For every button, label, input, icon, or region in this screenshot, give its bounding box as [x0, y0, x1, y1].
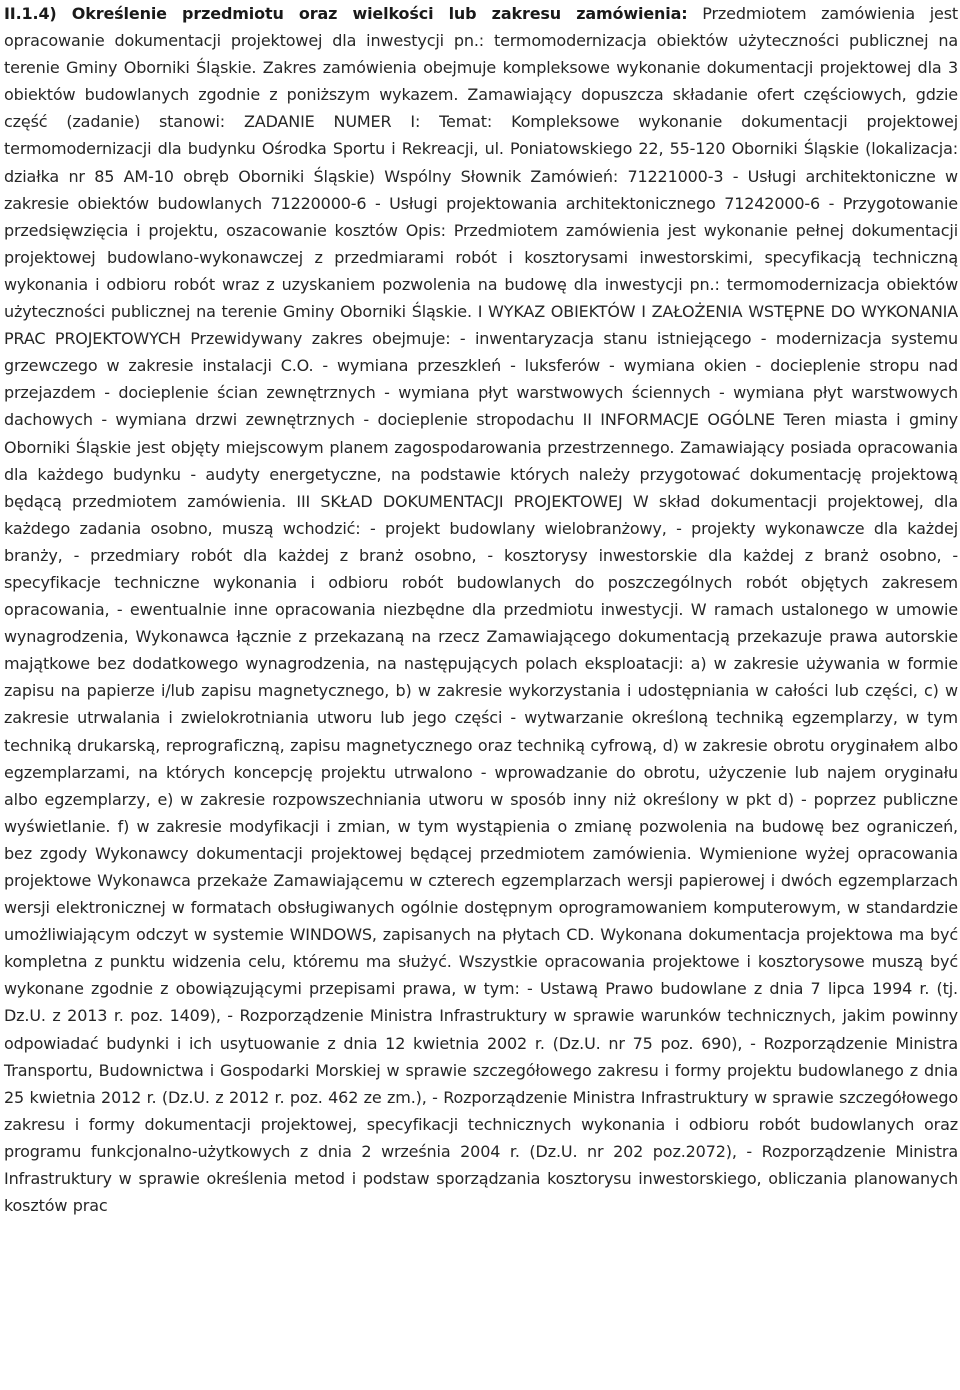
section-paragraph	[4, 0, 958, 1219]
section-body: Przedmiotem zamówienia jest opracowanie dokumentacji projektowej dla inwestycji pn.: termomodernizacja obiektów użyteczności publicznej na terenie Gminy Oborniki Śląskie. Zakres zamówienia obejmuje kompleksowe wykonanie dokumentacji projektowej dla 3 obiektów budowlanych zgodnie z poniższym wykazem. Zamawiający dopuszcza składanie ofert częściowych, gdzie część (zadanie) stanowi: ZADANIE NUMER I: Temat: Kompleksowe wykonanie dokumentacji projektowej termomodernizacji dla budynku Ośrodka Sportu i Rekreacji, ul. Poniatowskiego 22, 55-120 Oborniki Śląskie (lokalizacja: działka nr 85 AM-10 obręb Oborniki Śląskie) Wspólny Słownik Zamówień: 71221000-3 - Usługi architektoniczne w zakresie obiektów budowlanych 71220000-6 - Usługi projektowania architektonicznego 71242000-6 - Przygotowanie przedsięwzięcia i projektu, oszacowanie kosztów Opis: Przedmiotem zamówienia jest wykonanie pełnej dokumentacji projektowej budowlano-wykonawczej z przedmiarami robót i kosztorysami inwestorskimi, specyfikacją techniczną wykonania i odbioru robót wraz z uzyskaniem pozwolenia na budowę dla inwestycji pn.: termomodernizacja obiektów użyteczności publicznej na terenie Gminy Oborniki Śląskie. I WYKAZ OBIEKTÓW I ZAŁOŻENIA WSTĘPNE DO WYKONANIA PRAC PROJEKTOWYCH Przewidywany zakres obejmuje: - inwentaryzacja stanu istniejącego - modernizacja systemu grzewczego w zakresie instalacji C.O. - wymiana przeszkleń - luksferów - wymiana okien - docieplenie stropu nad przejazdem - docieplenie ścian zewnętrznych - wymiana płyt warstwowych ściennych - wymiana płyt warstwowych dachowych - wymiana drzwi zewnętrznych - docieplenie stropodachu II INFORMACJE OGÓLNE Teren miasta i gminy Oborniki Śląskie jest objęty miejscowym planem zagospodarowania przestrzennego. Zamawiający posiada opracowania dla każdego budynku - audyty energetyczne, na podstawie których należy przygotować dokumentację projektową będącą przedmiotem zamówienia. III SKŁAD DOKUMENTACJI PROJEKTOWEJ W skład dokumentacji projektowej, dla każdego zadania osobno, muszą wchodzić: - projekt budowlany wielobranżowy, - projekty wykonawcze dla każdej branży, - przedmiary robót dla każdej z branż osobno, - kosztorysy inwestorskie dla każdej z branż osobno, - specyfikacje techniczne wykonania i odbioru robót budowlanych do poszczególnych robót objętych zakresem opracowania, - ewentualnie inne opracowania niezbędne dla przedmiotu inwestycji. W ramach ustalonego w umowie wynagrodzenia, Wykonawca łącznie z przekazaną na rzecz Zamawiającego dokumentacją przekazuje prawa autorskie majątkowe bez dodatkowego wynagrodzenia, na następujących polach eksploatacji: a) w zakresie używania w formie zapisu na papierze i/lub zapisu magnetycznego, b) w zakresie wykorzystania i udostępniania w całości lub części, c) w zakresie utrwalania i zwielokrotniania utworu lub jego części - wytwarzanie określoną techniką egzemplarzy, w tym techniką drukarską, reprograficzną, zapisu magnetycznego oraz techniką cyfrową, d) w zakresie obrotu oryginałem albo egzemplarzami, na których koncepcję projektu utrwalono - wprowadzanie do obrotu, użyczenie lub najem oryginału albo egzemplarzy, e) w zakresie rozpowszechniania utworu w sposób inny niż określony w pkt d) - poprzez publiczne wyświetlanie. f) w zakresie modyfikacji i zmian, w tym wystąpienia o zmianę pozwolenia na budowę bez ograniczeń, bez zgody Wykonawcy dokumentacji projektowej będącej przedmiotem zamówienia. Wymienione wyżej opracowania projektowe Wykonawca przekaże Zamawiającemu w czterech egzemplarzach wersji papierowej i dwóch egzemplarzach wersji elektronicznej w formatach obsługiwanych ogólnie dostępnym oprogramowaniem komputerowym, w standardzie umożliwiającym odczyt w systemie WINDOWS, zapisanych na płytach CD. Wykonana dokumentacja projektowa ma być kompletna z punktu widzenia celu, któremu ma służyć. Wszystkie opracowania projektowe i kosztorysowe muszą być wykonane zgodnie z obowiązującymi przepisami prawa, w tym: - Ustawą Prawo budowlane z dnia 7 lipca 1994 r. (tj. Dz.U. z 2013 r. poz. 1409), - Rozporządzenie Ministra Infrastruktury w sprawie warunków technicznych, jakim powinny odpowiadać budynki i ich usytuowanie z dnia 12 kwietnia 2002 r. (Dz.U. nr 75 poz. 690), - Rozporządzenie Ministra Transportu, Budownictwa i Gospodarki Morskiej w sprawie szczegółowego zakresu i formy projektu budowlanego z dnia 25 kwietnia 2012 r. (Dz.U. z 2012 r. poz. 462 ze zm.), - Rozporządzenie Ministra Infrastruktury w sprawie szczegółowego zakresu i formy dokumentacji projektowej, specyfikacji technicznych wykonania i odbioru robót budowlanych oraz programu funkcjonalno-użytkowych z dnia 2 września 2004 r. (Dz.U. nr 202 poz.2072), - Rozporządzenie Ministra Infrastruktury w sprawie określenia metod i podstaw sporządzania kosztorysu inwestorskiego, obliczania planowanych kosztów prac	[4, 4, 959, 1216]
section-heading: II.1.4) Określenie przedmiotu oraz wielkości lub zakresu zamówienia:	[4, 4, 688, 23]
